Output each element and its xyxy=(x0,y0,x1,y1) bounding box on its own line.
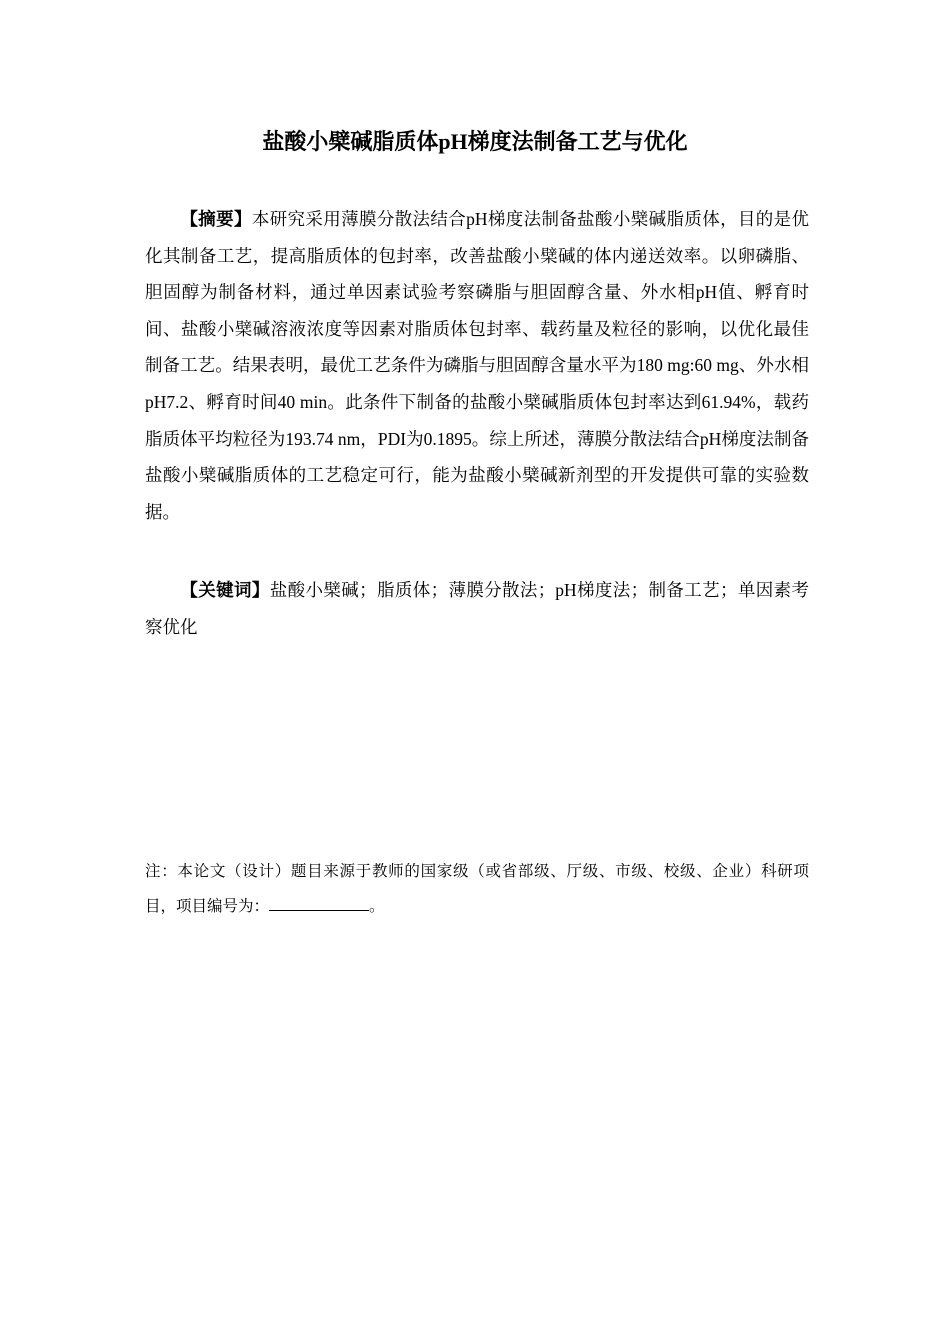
funding-note-end: 。 xyxy=(369,898,385,915)
document-title: 盐酸小檗碱脂质体pH梯度法制备工艺与优化 xyxy=(262,129,688,154)
abstract-paragraph xyxy=(145,201,809,530)
funding-note xyxy=(145,854,809,924)
project-number-blank xyxy=(269,892,369,911)
funding-note-text: 注：本论文（设计）题目来源于教师的国家级（或省部级、厅级、市级、校级、企业）科研项目，项目编号为： xyxy=(145,863,809,915)
abstract-label: 【摘要】 xyxy=(180,209,252,229)
abstract-text: 本研究采用薄膜分散法结合pH梯度法制备盐酸小檗碱脂质体，目的是优化其制备工艺，提高脂质体的包封率，改善盐酸小檗碱的体内递送效率。以卵磷脂、胆固醇为制备材料，通过单因素试验考察磷脂与胆固醇含量、外水相pH值、孵育时间、盐酸小檗碱溶液浓度等因素对脂质体包封率、载药量及粒径的影响，以优化最佳制备工艺。结果表明，最优工艺条件为磷脂与胆固醇含量水平为180 mg:60 mg、外水相pH7.2、孵育时间40 min。此条件下制备的盐酸小檗碱脂质体包封率达到61.94%，载药脂质体平均粒径为193.74 nm，PDI为0.1895。综上所述，薄膜分散法结合pH梯度法制备盐酸小檗碱脂质体的工艺稳定可行，能为盐酸小檗碱新剂型的开发提供可靠的实验数据。 xyxy=(145,209,810,522)
keywords-label: 【关键词】 xyxy=(180,580,270,600)
keywords-paragraph xyxy=(145,572,809,645)
keywords-text: 盐酸小檗碱；脂质体；薄膜分散法；pH梯度法；制备工艺；单因素考察优化 xyxy=(145,580,810,637)
